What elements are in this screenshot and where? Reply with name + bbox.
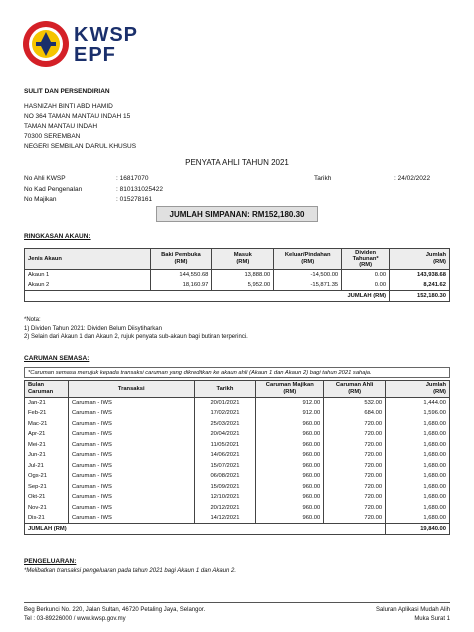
transaction-date: 15/09/2021 bbox=[194, 482, 256, 493]
table-row bbox=[25, 270, 450, 281]
address-line: TAMAN MANTAU INDAH bbox=[24, 123, 98, 130]
table-row bbox=[25, 503, 450, 514]
summary-header: Baki Pembuka (RM) bbox=[150, 249, 212, 270]
table-row bbox=[25, 440, 450, 451]
transaction-type: Caruman - IWS bbox=[68, 492, 194, 503]
transaction-type: Caruman - IWS bbox=[68, 513, 194, 524]
summary-header: Masuk (RM) bbox=[212, 249, 274, 270]
dividend: 0.00 bbox=[342, 280, 390, 291]
summary-title: RINGKASAN AKAUN: bbox=[24, 233, 91, 240]
row-total: 1,680.00 bbox=[386, 419, 450, 430]
transaction-date: 17/02/2021 bbox=[194, 408, 256, 419]
employer-contribution: 960.00 bbox=[256, 440, 324, 451]
table-row bbox=[25, 398, 450, 409]
opening-balance: 144,550.68 bbox=[150, 270, 212, 281]
table-row bbox=[25, 471, 450, 482]
employer-contribution: 912.00 bbox=[256, 398, 324, 409]
account-total: 143,938.68 bbox=[390, 270, 450, 281]
contribution-month: Jun-21 bbox=[25, 450, 69, 461]
member-no-value: : 16817070 bbox=[116, 175, 149, 182]
member-contribution: 720.00 bbox=[324, 482, 386, 493]
employer-contribution: 960.00 bbox=[256, 461, 324, 472]
transaction-date: 11/05/2021 bbox=[194, 440, 256, 451]
employer-contribution: 960.00 bbox=[256, 450, 324, 461]
row-total: 1,680.00 bbox=[386, 513, 450, 524]
logo-text-epf: EPF bbox=[74, 44, 116, 66]
contrib-header: Caruman Ahli (RM) bbox=[324, 381, 386, 398]
footer-divider bbox=[24, 602, 450, 603]
employer-contribution: 912.00 bbox=[256, 408, 324, 419]
transaction-date: 20/04/2021 bbox=[194, 429, 256, 440]
transaction-date: 14/12/2021 bbox=[194, 513, 256, 524]
row-total: 1,680.00 bbox=[386, 450, 450, 461]
account-name: Akaun 2 bbox=[25, 280, 151, 291]
address-line: HASNIZAH BINTI ABD HAMID bbox=[24, 103, 113, 110]
contribution-month: Nov-21 bbox=[25, 503, 69, 514]
transaction-date: 06/08/2021 bbox=[194, 471, 256, 482]
contrib-header: Transaksi bbox=[68, 381, 194, 398]
row-total: 1,680.00 bbox=[386, 429, 450, 440]
member-contribution: 720.00 bbox=[324, 471, 386, 482]
notes-section bbox=[24, 316, 248, 342]
transaction-type: Caruman - IWS bbox=[68, 429, 194, 440]
credit-in: 5,952.00 bbox=[212, 280, 274, 291]
contributions-total-row bbox=[25, 524, 450, 535]
member-contribution: 720.00 bbox=[324, 440, 386, 451]
member-contribution: 720.00 bbox=[324, 461, 386, 472]
footer-channel: Saluran Aplikasi Mudah Alih bbox=[375, 607, 450, 613]
member-contribution: 532.00 bbox=[324, 398, 386, 409]
notes-heading: *Nota: bbox=[24, 317, 41, 323]
member-no-label: No Ahli KWSP bbox=[24, 175, 66, 182]
row-total: 1,680.00 bbox=[386, 503, 450, 514]
member-contribution: 684.00 bbox=[324, 408, 386, 419]
table-row bbox=[25, 492, 450, 503]
contribution-month: Mei-21 bbox=[25, 440, 69, 451]
address-line: NEGERI SEMBILAN DARUL KHUSUS bbox=[24, 143, 137, 150]
transaction-type: Caruman - IWS bbox=[68, 398, 194, 409]
footer-right bbox=[376, 606, 450, 623]
contribution-month: Jan-21 bbox=[25, 398, 69, 409]
date-value: : 24/02/2022 bbox=[394, 175, 431, 182]
transaction-date: 14/06/2021 bbox=[194, 450, 256, 461]
contribution-month: Apr-21 bbox=[25, 429, 69, 440]
transaction-type: Caruman - IWS bbox=[68, 408, 194, 419]
employer-contribution: 960.00 bbox=[256, 492, 324, 503]
member-contribution: 720.00 bbox=[324, 429, 386, 440]
employer-label: No Majikan bbox=[24, 196, 57, 203]
date-label: Tarikh bbox=[314, 175, 332, 182]
summary-total-row bbox=[25, 291, 450, 302]
member-contribution: 720.00 bbox=[324, 450, 386, 461]
transaction-type: Caruman - IWS bbox=[68, 503, 194, 514]
row-total: 1,680.00 bbox=[386, 471, 450, 482]
footer-contact: Tel : 03-89226000 / www.kwsp.gov.my bbox=[24, 615, 126, 622]
summary-header: Jenis Akaun bbox=[25, 249, 151, 270]
address-line: 70300 SEREMBAN bbox=[24, 133, 81, 140]
total-savings-box: JUMLAH SIMPANAN: RM152,180.30 bbox=[156, 206, 318, 222]
contribution-month: Dis-21 bbox=[25, 513, 69, 524]
transaction-date: 20/01/2021 bbox=[194, 398, 256, 409]
employer-contribution: 960.00 bbox=[256, 429, 324, 440]
member-contribution: 720.00 bbox=[324, 503, 386, 514]
note-item: 1) Dividen Tahun 2021: Dividen Belum Diisytiharkan bbox=[24, 325, 162, 332]
transaction-type: Caruman - IWS bbox=[68, 450, 194, 461]
contrib-header: Caruman Majikan (RM) bbox=[256, 381, 324, 398]
transaction-type: Caruman - IWS bbox=[68, 471, 194, 482]
credit-in: 13,888.00 bbox=[212, 270, 274, 281]
contributions-note: *Caruman semasa merujuk kepada transaksi caruman yang dikreditkan ke akaun ahli (Akaun 1 dan Akaun 2) bagi tahun 2021 sahaja. bbox=[24, 367, 450, 378]
transaction-type: Caruman - IWS bbox=[68, 440, 194, 451]
footer-address-line: Beg Berkunci No. 220, Jalan Sultan, 46720 Petaling Jaya, Selangor. bbox=[24, 607, 206, 613]
row-total: 1,680.00 bbox=[386, 440, 450, 451]
withdrawals-title: PENGELUARAN: bbox=[24, 558, 77, 565]
contribution-month: Feb-21 bbox=[25, 408, 69, 419]
contribution-month: Mac-21 bbox=[25, 419, 69, 430]
transaction-date: 12/10/2021 bbox=[194, 492, 256, 503]
summary-header: Dividen Tahunan* (RM) bbox=[342, 249, 390, 270]
account-total: 8,241.62 bbox=[390, 280, 450, 291]
summary-header: Jumlah (RM) bbox=[390, 249, 450, 270]
table-row bbox=[25, 461, 450, 472]
table-row bbox=[25, 280, 450, 291]
member-contribution: 720.00 bbox=[324, 492, 386, 503]
withdrawals-note: *Melibatkan transaksi pengeluaran pada tahun 2021 bagi Akaun 1 dan Akaun 2. bbox=[24, 568, 237, 574]
transaction-type: Caruman - IWS bbox=[68, 482, 194, 493]
transaction-date: 20/12/2021 bbox=[194, 503, 256, 514]
employer-contribution: 960.00 bbox=[256, 503, 324, 514]
transaction-date: 25/03/2021 bbox=[194, 419, 256, 430]
member-meta bbox=[24, 175, 454, 207]
ic-value: : 810131025422 bbox=[116, 185, 163, 193]
summary-header: Keluar/Pindahan (RM) bbox=[274, 249, 342, 270]
confidential-label: SULIT DAN PERSENDIRIAN bbox=[24, 88, 110, 95]
employer-contribution: 960.00 bbox=[256, 482, 324, 493]
summary-total-label: JUMLAH (RM) bbox=[25, 291, 390, 302]
transaction-type: Caruman - IWS bbox=[68, 461, 194, 472]
row-total: 1,680.00 bbox=[386, 461, 450, 472]
transaction-date: 15/07/2021 bbox=[194, 461, 256, 472]
opening-balance: 18,160.97 bbox=[150, 280, 212, 291]
logo-text-kwsp: KWSP bbox=[74, 24, 138, 46]
summary-total-value: 152,180.30 bbox=[390, 291, 450, 302]
contrib-header: Jumlah (RM) bbox=[386, 381, 450, 398]
kwsp-logo bbox=[22, 20, 138, 72]
kwsp-seal-icon bbox=[22, 20, 70, 68]
debit-out: -15,871.35 bbox=[274, 280, 342, 291]
contributions-total-label: JUMLAH (RM) bbox=[25, 524, 386, 535]
address-line: NO 364 TAMAN MANTAU INDAH 15 bbox=[24, 113, 131, 120]
employer-contribution: 960.00 bbox=[256, 471, 324, 482]
recipient-address bbox=[24, 102, 136, 152]
contrib-header: Bulan Caruman bbox=[25, 381, 69, 398]
ic-label: No Kad Pengenalan bbox=[24, 185, 83, 193]
account-summary-table bbox=[24, 248, 450, 302]
contribution-month: Sep-21 bbox=[25, 482, 69, 493]
row-total: 1,680.00 bbox=[386, 492, 450, 503]
contribution-month: Okt-21 bbox=[25, 492, 69, 503]
contribution-month: Jul-21 bbox=[25, 461, 69, 472]
contrib-header: Tarikh bbox=[194, 381, 256, 398]
table-row bbox=[25, 513, 450, 524]
table-row bbox=[25, 419, 450, 430]
row-total: 1,444.00 bbox=[386, 398, 450, 409]
row-total: 1,596.00 bbox=[386, 408, 450, 419]
account-name: Akaun 1 bbox=[25, 270, 151, 281]
statement-title: PENYATA AHLI TAHUN 2021 bbox=[185, 158, 289, 167]
employer-contribution: 960.00 bbox=[256, 419, 324, 430]
contribution-month: Ogs-21 bbox=[25, 471, 69, 482]
row-total: 1,680.00 bbox=[386, 482, 450, 493]
debit-out: -14,500.00 bbox=[274, 270, 342, 281]
table-row bbox=[25, 429, 450, 440]
member-contribution: 720.00 bbox=[324, 419, 386, 430]
contributions-title: CARUMAN SEMASA: bbox=[24, 355, 90, 362]
dividend: 0.00 bbox=[342, 270, 390, 281]
employer-value: : 015278161 bbox=[116, 196, 153, 203]
table-row bbox=[25, 450, 450, 461]
contributions-total-value: 19,840.00 bbox=[386, 524, 450, 535]
table-row bbox=[25, 408, 450, 419]
member-contribution: 720.00 bbox=[324, 513, 386, 524]
page-number: Muka Surat 1 bbox=[414, 615, 450, 622]
contributions-table bbox=[24, 380, 450, 535]
table-row bbox=[25, 482, 450, 493]
note-item: 2) Selain dari Akaun 1 dan Akaun 2, rujuk penyata sub-akaun bagi butiran terperinci. bbox=[24, 334, 248, 340]
employer-contribution: 960.00 bbox=[256, 513, 324, 524]
transaction-type: Caruman - IWS bbox=[68, 419, 194, 430]
footer-address bbox=[24, 606, 205, 623]
